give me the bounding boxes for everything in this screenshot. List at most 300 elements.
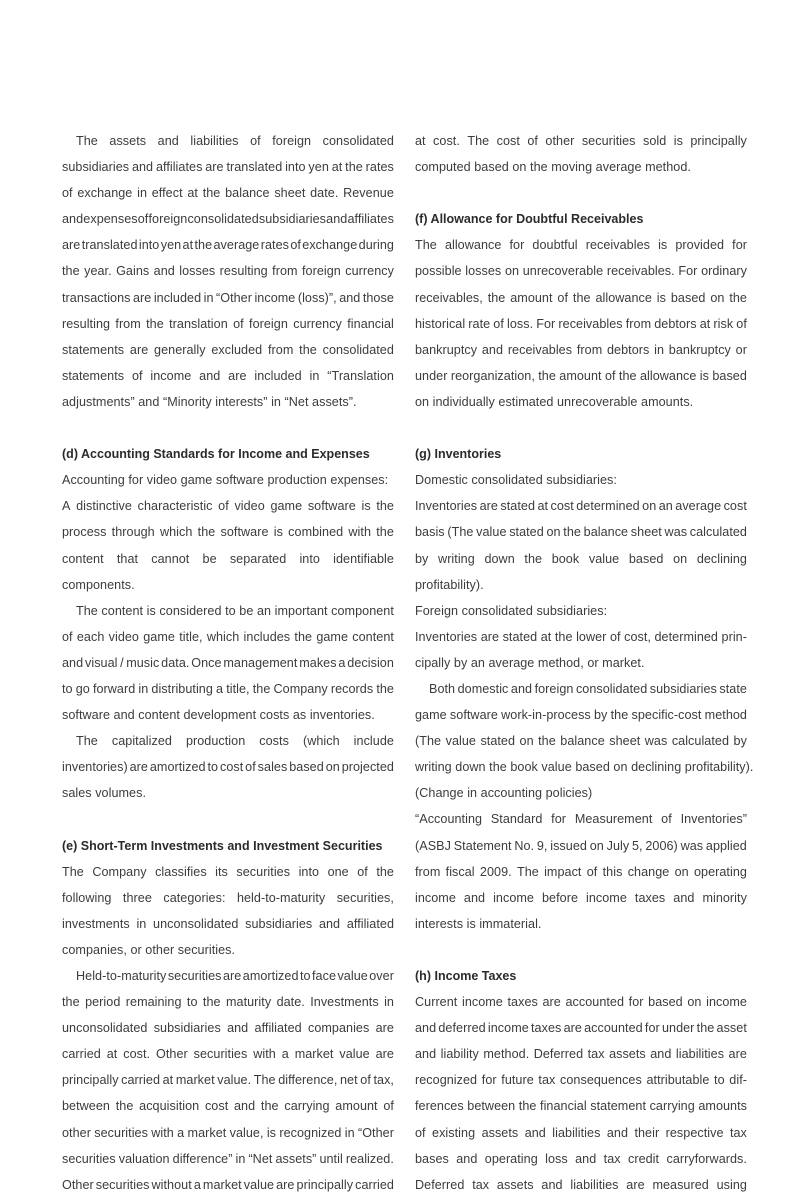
word: the (260, 1099, 279, 1114)
word: identifiable (333, 551, 394, 566)
text-line: companies, or other securities. (62, 942, 236, 957)
word: recognized (279, 1125, 342, 1140)
word: amortized (149, 760, 206, 775)
word: yen (308, 160, 329, 175)
word: the (197, 525, 216, 540)
word: companies (307, 1021, 370, 1036)
word: on (673, 551, 688, 566)
word: for (551, 812, 567, 827)
word: categories: (163, 890, 226, 905)
word: of (131, 368, 143, 383)
word: historical (415, 316, 466, 331)
word: bankruptcy (668, 342, 731, 357)
word: considered (159, 603, 222, 618)
text-line (415, 833, 747, 859)
word: method (704, 708, 747, 723)
word: average (675, 499, 722, 514)
word: For (536, 316, 556, 331)
text-line (62, 728, 394, 754)
word: transactions (62, 290, 131, 305)
word: and (510, 681, 533, 696)
word: credit (627, 1151, 660, 1166)
paragraph-spacer (62, 806, 394, 832)
text-line (62, 154, 394, 180)
word: fiscal (445, 864, 475, 879)
word: in (138, 681, 149, 696)
word: Once (191, 655, 222, 670)
paragraph-spacer (415, 937, 747, 963)
word: specific-cost (631, 708, 702, 723)
word: a (338, 655, 346, 670)
text-line (415, 676, 747, 702)
word: of (360, 1073, 371, 1088)
word: between (62, 1099, 110, 1114)
word: income (706, 995, 747, 1010)
word: through (111, 525, 155, 540)
word: For (678, 264, 698, 279)
word: Company (273, 681, 328, 696)
word: classifies (155, 864, 207, 879)
word: foreign (148, 212, 188, 227)
word: Current (415, 995, 458, 1010)
word: over (369, 969, 394, 983)
word: are (542, 995, 561, 1010)
word: expenses (83, 212, 138, 227)
word: is (273, 525, 283, 540)
word: are (728, 1047, 747, 1062)
word: (which (302, 734, 340, 749)
word: cost (204, 1099, 229, 1114)
word: market (175, 1073, 215, 1088)
word: carryforwards. (666, 1151, 747, 1166)
word: the (538, 734, 556, 749)
word: principally (296, 1177, 354, 1192)
word: calculated (689, 525, 747, 540)
word: balance (225, 186, 270, 201)
word: the (618, 368, 637, 383)
word: from (267, 342, 294, 357)
word: carried (121, 1073, 161, 1088)
word: following (62, 890, 112, 905)
word: taxes (531, 1021, 562, 1036)
text-line (62, 1172, 394, 1198)
word: until (319, 1151, 343, 1166)
word: cost. (123, 1047, 151, 1062)
word: that (116, 551, 139, 566)
word: date. (276, 995, 305, 1010)
word: ferences (415, 1099, 464, 1114)
word: Gains (116, 264, 150, 279)
word: down (484, 551, 515, 566)
text-line (62, 128, 394, 154)
word: statements (62, 368, 125, 383)
word: cost (496, 134, 520, 148)
word: currency (345, 264, 394, 279)
word: software (220, 525, 269, 540)
word: receivables (585, 238, 650, 253)
text-line (415, 337, 747, 363)
word: principally (690, 134, 747, 148)
word: difference” (172, 1151, 233, 1166)
word: by (594, 708, 608, 723)
word: between (467, 1099, 516, 1114)
word: the (146, 316, 164, 331)
word: period (85, 995, 121, 1010)
word: the (487, 290, 506, 305)
word: securities (95, 1177, 150, 1192)
word: of (290, 238, 301, 253)
word: content (101, 603, 144, 618)
word: resulting (62, 316, 111, 331)
word: attributable (646, 1073, 710, 1088)
text-line: profitability). (415, 577, 484, 592)
word: principally (62, 1073, 119, 1088)
word: is (146, 603, 156, 618)
word: carrying (284, 1099, 330, 1114)
text-line (62, 1093, 394, 1119)
word: and (575, 1151, 597, 1166)
word: and (153, 264, 175, 279)
word: rate (468, 316, 491, 331)
word: resulting (219, 264, 268, 279)
word: during (358, 238, 394, 253)
word: to (714, 1073, 725, 1088)
word: The (76, 134, 98, 148)
word: on (674, 864, 689, 879)
word: of (250, 134, 261, 148)
word: exchange (302, 238, 358, 253)
word: method. (483, 1047, 530, 1062)
word: difference, (278, 1073, 338, 1088)
word: at (182, 238, 194, 253)
word: amounts (698, 1099, 747, 1114)
word: the (194, 238, 213, 253)
word: which (159, 525, 193, 540)
word: and (157, 134, 179, 148)
right-column (415, 128, 754, 1198)
word: accounted (584, 1021, 643, 1036)
word: of (357, 864, 368, 879)
word: Investments (310, 995, 379, 1010)
word: was (664, 525, 688, 540)
word: and (326, 212, 348, 227)
word: 9, (536, 838, 548, 853)
word: and (339, 290, 361, 305)
word: bases (415, 1151, 449, 1166)
word: an (658, 499, 673, 514)
word: to (225, 603, 236, 618)
word: The (253, 1073, 276, 1088)
word: a (216, 681, 224, 696)
word: carried (355, 1177, 394, 1192)
word: game (316, 629, 349, 644)
word: are (626, 1177, 645, 1192)
word: change (627, 864, 670, 879)
word: a (193, 1177, 201, 1192)
word: management (223, 655, 298, 670)
word: the (376, 525, 394, 540)
word: operating (484, 1151, 538, 1166)
text-line (415, 702, 747, 728)
word: value (337, 969, 368, 983)
word: makes (299, 655, 337, 670)
word: of (527, 134, 538, 148)
word: “Other (357, 1125, 394, 1140)
text-line (62, 519, 394, 545)
text-line: cipally by an average method, or market. (415, 655, 645, 670)
word: securities (94, 1125, 148, 1140)
word: based (670, 290, 706, 305)
word: basis (415, 525, 445, 540)
word: are (129, 342, 149, 357)
word: video (108, 629, 139, 644)
word: securities (62, 1151, 116, 1166)
word: subsidiaries (62, 160, 130, 175)
word: foreign (301, 264, 341, 279)
word: include (353, 734, 394, 749)
text-line (415, 546, 747, 572)
word: each (76, 629, 105, 644)
word: with (151, 1125, 174, 1140)
word: from (415, 864, 441, 879)
word: was (680, 838, 704, 853)
word: liabilities (675, 1047, 725, 1062)
word: consolidated (322, 342, 394, 357)
text-line (62, 598, 394, 624)
word: The (76, 603, 98, 618)
word: financial (540, 1099, 587, 1114)
word: a (177, 1125, 185, 1140)
word: which (206, 629, 240, 644)
word: sheet (274, 186, 306, 201)
word: for (644, 1021, 660, 1036)
word: taxes (507, 995, 538, 1010)
word: securities (581, 134, 636, 148)
word: using (716, 1177, 747, 1192)
word: by (733, 734, 747, 749)
text-line (62, 1146, 394, 1172)
word: based (628, 551, 664, 566)
text-line (62, 1015, 394, 1041)
text-line (62, 337, 394, 363)
text-line (415, 258, 747, 284)
word: value (445, 734, 476, 749)
word: are (479, 499, 498, 514)
text-line: Accounting for video game software production expenses: (62, 473, 389, 488)
word: of (383, 1099, 394, 1114)
text-line (62, 546, 394, 572)
word: sheet (630, 525, 662, 540)
word: of (604, 368, 616, 383)
word: of (415, 1125, 426, 1140)
word: The (467, 134, 490, 148)
word: title, (179, 629, 203, 644)
word: amount (510, 290, 553, 305)
text-line (62, 493, 394, 519)
word: “Other (215, 290, 252, 305)
word: unconsolidated (153, 916, 239, 931)
word: measured (652, 1177, 709, 1192)
word: exchange (77, 186, 133, 201)
word: from (115, 316, 141, 331)
word: income (150, 368, 192, 383)
word: foreign (272, 134, 312, 148)
word: face (312, 969, 337, 983)
word: July (606, 838, 630, 853)
word: stated (500, 499, 535, 514)
word: with (253, 1047, 276, 1062)
word: process (62, 525, 107, 540)
section-heading: (g) Inventories (415, 447, 502, 462)
text-line (415, 493, 747, 519)
word: minority (702, 890, 747, 905)
word: on (642, 499, 657, 514)
word: stated (480, 734, 516, 749)
word: of (586, 864, 598, 879)
word: data. (161, 655, 190, 670)
word: combined (288, 525, 344, 540)
word: securities (193, 1047, 248, 1062)
word: the (294, 629, 313, 644)
word: at (415, 134, 426, 148)
text-line: on individually estimated unrecoverable amounts. (415, 394, 694, 409)
text-line (62, 1041, 394, 1067)
text-line (415, 1172, 747, 1198)
section-heading: (d) Accounting Standards for Income and Expenses (62, 447, 370, 462)
word: cost (723, 499, 747, 514)
word: are (563, 1021, 582, 1036)
word: and (463, 890, 486, 905)
text-line (415, 885, 747, 911)
word: Deferred (533, 1047, 584, 1062)
text-line (62, 754, 394, 780)
word: affiliates (347, 212, 394, 227)
word: and (415, 1021, 437, 1036)
word: applied (705, 838, 747, 853)
text-line (415, 128, 747, 154)
text-line (62, 258, 394, 284)
word: is (656, 290, 666, 305)
word: one (327, 864, 349, 879)
word: and (673, 890, 695, 905)
text-line (62, 285, 394, 311)
word: Deferred (415, 1177, 465, 1192)
word: allowance (639, 368, 697, 383)
word: domestic (457, 681, 509, 696)
word: sales (257, 760, 288, 775)
word: of (493, 316, 504, 331)
word: tax (538, 1073, 556, 1088)
word: other (62, 1125, 91, 1140)
word: asset (716, 1021, 747, 1036)
word: the (524, 551, 543, 566)
word: tax (729, 1125, 747, 1140)
word: of (609, 629, 621, 644)
word: securities, (336, 890, 394, 905)
word: on (546, 525, 561, 540)
text-line (415, 285, 747, 311)
text-line (62, 989, 394, 1015)
word: decision (347, 655, 394, 670)
word: assets (496, 1177, 534, 1192)
word: on (687, 995, 702, 1010)
word: operating (693, 864, 747, 879)
word: in (203, 290, 214, 305)
word: The (76, 734, 98, 749)
word: of (557, 290, 569, 305)
word: is (699, 368, 709, 383)
word: unrecoverable (522, 264, 604, 279)
word: Other (62, 1177, 94, 1192)
word: of (62, 629, 73, 644)
word: debtors (654, 316, 697, 331)
text-line: computed based on the moving average method. (415, 160, 691, 175)
word: is (361, 499, 371, 514)
word: existing (432, 1125, 476, 1140)
word: to (299, 969, 311, 983)
word: assets (481, 1125, 519, 1140)
word: determined (576, 499, 640, 514)
word: the (252, 681, 271, 696)
word: game (270, 499, 303, 514)
word: market (202, 1177, 242, 1192)
word: debtors (607, 342, 650, 357)
word: and (227, 1021, 249, 1036)
word: balance (583, 525, 629, 540)
word: stated (502, 629, 538, 644)
word: dif- (729, 1073, 747, 1088)
word: from (625, 316, 652, 331)
word: the (554, 629, 573, 644)
word: includes (243, 629, 291, 644)
word: 2009. (479, 864, 512, 879)
word: without (151, 1177, 192, 1192)
word: year. (84, 264, 112, 279)
text-line (62, 963, 394, 989)
word: value (339, 1047, 370, 1062)
word: unconsolidated (62, 1021, 148, 1036)
word: cost (550, 499, 574, 514)
word: on (504, 264, 520, 279)
word: provided (675, 238, 725, 253)
word: of (736, 316, 747, 331)
word: 2006) (645, 838, 678, 853)
word: receivables, (415, 290, 483, 305)
word: Inventories” (680, 812, 747, 827)
word: the (345, 160, 363, 175)
word: to (62, 681, 73, 696)
word: effect (151, 186, 183, 201)
word: (The (447, 525, 474, 540)
text-line (62, 206, 394, 232)
word: in (344, 1125, 355, 1140)
word: income (586, 890, 627, 905)
word: three (122, 890, 152, 905)
text-line: adjustments” and “Minority interests” in “Net assets”. (62, 394, 357, 409)
word: in (137, 186, 148, 201)
word: and (606, 1125, 629, 1140)
word: The (415, 238, 437, 253)
text-line (62, 1067, 394, 1093)
word: (loss)”, (297, 290, 337, 305)
text-line (62, 1120, 394, 1146)
text-line (415, 624, 747, 650)
word: statements (62, 342, 125, 357)
word: Held-to-maturity (76, 969, 167, 983)
word: at (187, 186, 198, 201)
word: is (673, 134, 683, 148)
section-heading: (f) Allowance for Doubtful Receivables (415, 212, 644, 227)
